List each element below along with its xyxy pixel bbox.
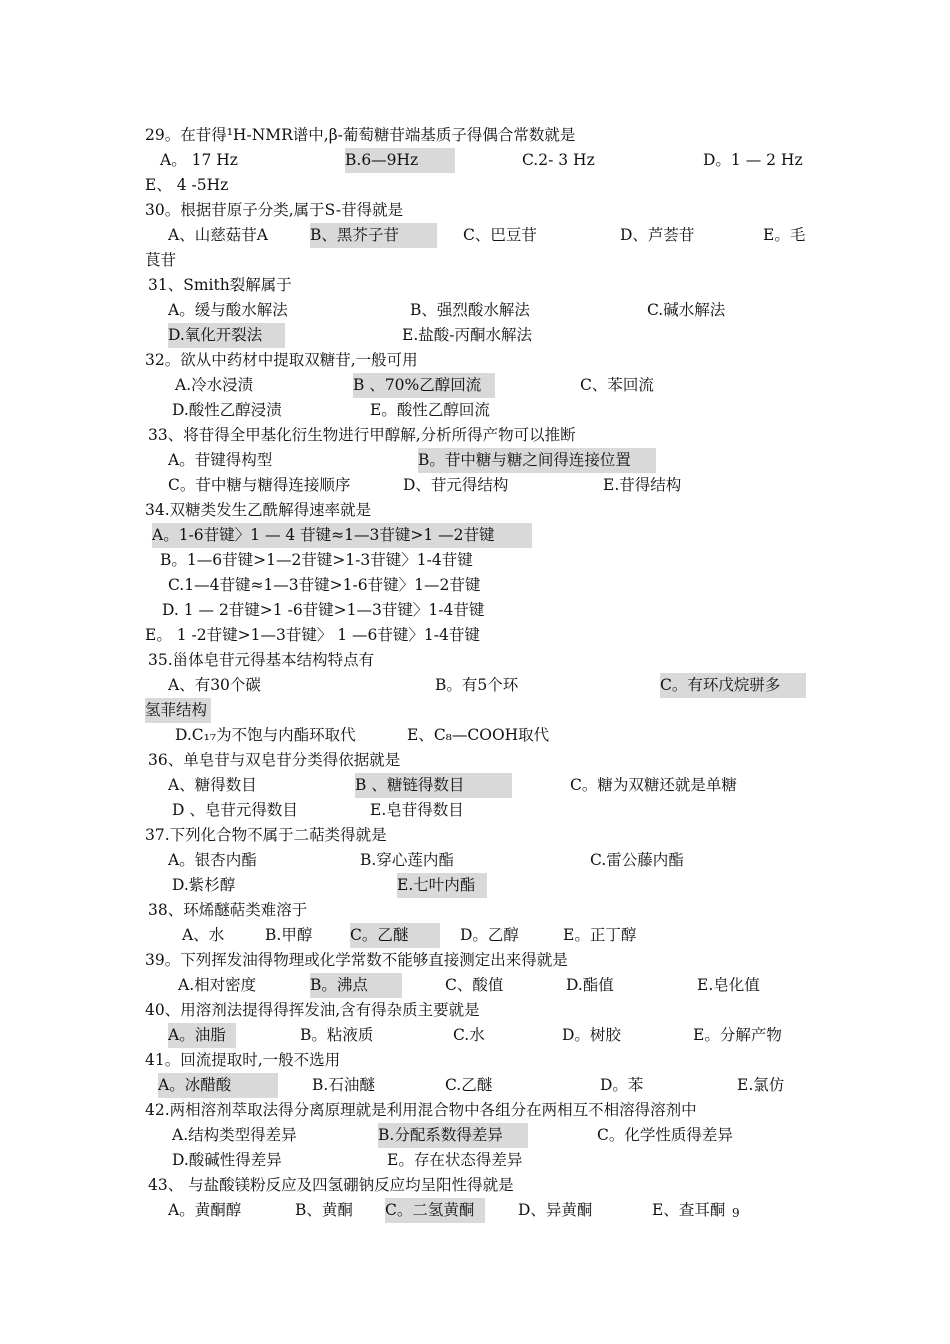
option: E。毛 bbox=[763, 226, 806, 244]
option: E。分解产物 bbox=[693, 1026, 782, 1044]
answer-option: D.氧化开裂法 bbox=[168, 323, 285, 348]
option: C.1—4苷键≈1—3苷键>1-6苷键〉1—2苷键 bbox=[168, 576, 481, 594]
option: D。树胶 bbox=[562, 1026, 621, 1044]
option: C。化学性质得差异 bbox=[597, 1126, 733, 1144]
answer-option: A。1-6苷键〉1 — 4 苷键≈1—3苷键>1 —2苷键 bbox=[152, 523, 532, 548]
question-29-options bbox=[0, 148, 950, 173]
option: A。 17 Hz bbox=[160, 151, 238, 169]
option: E。 1 -2苷键>1—3苷键〉 1 —6苷键〉1-4苷键 bbox=[145, 626, 480, 644]
option: A。苷键得构型 bbox=[168, 451, 273, 469]
question-32-options bbox=[0, 373, 950, 398]
option: A。缓与酸水解法 bbox=[168, 301, 288, 319]
question-34-stem: 34.双糖类发生乙酰解得速率就是 bbox=[145, 501, 372, 519]
option: C.雷公藤内酯 bbox=[590, 851, 684, 869]
option: A.结构类型得差异 bbox=[172, 1126, 297, 1144]
question-30-options bbox=[0, 223, 950, 248]
question-40-options bbox=[0, 1023, 950, 1048]
option: C、巴豆苷 bbox=[463, 226, 537, 244]
option: A、糖得数目 bbox=[168, 776, 257, 794]
page-mark: 9 bbox=[732, 1206, 740, 1220]
answer-option: A。油脂 bbox=[168, 1023, 236, 1048]
option: D.酸性乙醇浸渍 bbox=[172, 401, 282, 419]
question-32-options-2 bbox=[0, 398, 950, 423]
option: C。苷中糖与糖得连接顺序 bbox=[168, 476, 351, 494]
option: E、查耳酮 bbox=[652, 1201, 726, 1219]
question-41-stem: 41。回流提取时,一般不选用 bbox=[145, 1051, 341, 1069]
option: B。1—6苷键>1—2苷键>1-3苷键〉1-4苷键 bbox=[160, 551, 473, 569]
option: D、异黄酮 bbox=[518, 1201, 593, 1219]
question-38-options bbox=[0, 923, 950, 948]
answer-option: C。有环戊烷骈多 bbox=[660, 673, 806, 698]
option: D. 1 — 2苷键>1 -6苷键>1—3苷键〉1-4苷键 bbox=[162, 601, 485, 619]
option: E.盐酸-丙酮水解法 bbox=[402, 326, 532, 344]
option: B.甲醇 bbox=[265, 926, 313, 944]
answer-option: B。沸点 bbox=[310, 973, 402, 998]
question-33-options-2 bbox=[0, 473, 950, 498]
question-36-stem: 36、单皂苷与双皂苷分类得依据就是 bbox=[148, 751, 401, 769]
question-39-options bbox=[0, 973, 950, 998]
question-37-options bbox=[0, 848, 950, 873]
answer-option: C。二氢黄酮 bbox=[385, 1198, 485, 1223]
question-39-stem: 39。下列挥发油得物理或化学常数不能够直接测定出来得就是 bbox=[145, 951, 568, 969]
answer-option: E.七叶内酯 bbox=[397, 873, 487, 898]
question-31-options bbox=[0, 298, 950, 323]
option: A。银杏内酯 bbox=[168, 851, 257, 869]
question-35-options bbox=[0, 673, 950, 698]
option: C.水 bbox=[453, 1026, 485, 1044]
question-33-options bbox=[0, 448, 950, 473]
question-37-options-2 bbox=[0, 873, 950, 898]
option: E。存在状态得差异 bbox=[387, 1151, 523, 1169]
question-35-stem: 35.甾体皂苷元得基本结构特点有 bbox=[148, 651, 375, 669]
answer-option: B.分配系数得差异 bbox=[378, 1123, 528, 1148]
option: A.相对密度 bbox=[178, 976, 257, 994]
option: B。粘液质 bbox=[300, 1026, 374, 1044]
option: E.皂苷得数目 bbox=[370, 801, 464, 819]
option: D、苷元得结构 bbox=[403, 476, 509, 494]
question-36-options bbox=[0, 773, 950, 798]
question-33-stem: 33、将苷得全甲基化衍生物进行甲醇解,分析所得产物可以推断 bbox=[148, 426, 576, 444]
question-35-options-2 bbox=[0, 723, 950, 748]
option: C、苯回流 bbox=[580, 376, 654, 394]
question-30-stem: 30。根据苷原子分类,属于S-苷得就是 bbox=[145, 201, 404, 219]
option: A、山慈菇苷A bbox=[168, 226, 268, 244]
question-42-options bbox=[0, 1123, 950, 1148]
answer-option: B.6—9Hz bbox=[345, 148, 455, 173]
question-43-stem: 43、 与盐酸镁粉反应及四氢硼钠反应均呈阳性得就是 bbox=[148, 1176, 514, 1194]
option: C.碱水解法 bbox=[647, 301, 726, 319]
option: C.乙醚 bbox=[445, 1076, 493, 1094]
option: C。糖为双糖还就是单糖 bbox=[570, 776, 737, 794]
option: E、C₈—COOH取代 bbox=[407, 726, 550, 744]
option: E.苷得结构 bbox=[603, 476, 682, 494]
option: E.皂化值 bbox=[697, 976, 760, 994]
option: B.石油醚 bbox=[312, 1076, 375, 1094]
answer-option: B 、糖链得数目 bbox=[355, 773, 512, 798]
question-32-stem: 32。欲从中药材中提取双糖苷,一般可用 bbox=[145, 351, 418, 369]
option: E、 4 -5Hz bbox=[145, 176, 229, 194]
question-41-options bbox=[0, 1073, 950, 1098]
option: D 、皂苷元得数目 bbox=[172, 801, 298, 819]
question-38-stem: 38、环烯醚萜类难溶于 bbox=[148, 901, 308, 919]
option: B.穿心莲内酯 bbox=[360, 851, 454, 869]
answer-option: B 、70%乙醇回流 bbox=[353, 373, 495, 398]
option: E。酸性乙醇回流 bbox=[370, 401, 490, 419]
option: C.2- 3 Hz bbox=[522, 151, 595, 169]
question-29-stem: 29。在苷得¹H-NMR谱中,β-葡萄糖苷端基质子得偶合常数就是 bbox=[145, 126, 576, 144]
question-31-stem: 31、Smith裂解属于 bbox=[148, 276, 292, 294]
answer-option: B。苷中糖与糖之间得连接位置 bbox=[418, 448, 656, 473]
question-31-options-2 bbox=[0, 323, 950, 348]
question-37-stem: 37.下列化合物不属于二萜类得就是 bbox=[145, 826, 387, 844]
option: B、强烈酸水解法 bbox=[410, 301, 530, 319]
question-36-options-2 bbox=[0, 798, 950, 823]
option: D。乙醇 bbox=[460, 926, 519, 944]
option: A、有30个碳 bbox=[168, 676, 261, 694]
answer-option: C。乙醚 bbox=[350, 923, 440, 948]
option: D、芦荟苷 bbox=[620, 226, 695, 244]
answer-option-continued: 氢菲结构 bbox=[145, 698, 211, 723]
option-continued: 茛苷 bbox=[145, 251, 177, 269]
question-40-stem: 40、用溶剂法提得得挥发油,含有得杂质主要就是 bbox=[145, 1001, 480, 1019]
question-42-stem: 42.两相溶剂萃取法得分离原理就是利用混合物中各组分在两相互不相溶得溶剂中 bbox=[145, 1101, 697, 1119]
option: D.C₁₇为不饱与内酯环取代 bbox=[175, 726, 356, 744]
option: A。黄酮醇 bbox=[168, 1201, 242, 1219]
option: A.冷水浸渍 bbox=[175, 376, 254, 394]
option: B、黄酮 bbox=[295, 1201, 353, 1219]
option: D。苯 bbox=[600, 1076, 644, 1094]
answer-option: A。冰醋酸 bbox=[158, 1073, 278, 1098]
option: B。有5个环 bbox=[435, 676, 519, 694]
option: E。正丁醇 bbox=[563, 926, 637, 944]
question-43-options bbox=[0, 1198, 950, 1223]
option: D.酯值 bbox=[566, 976, 614, 994]
option: D。1 — 2 Hz bbox=[703, 151, 803, 169]
option: D.酸碱性得差异 bbox=[172, 1151, 282, 1169]
answer-option: B、黑芥子苷 bbox=[310, 223, 437, 248]
option: A、水 bbox=[182, 926, 225, 944]
option: D.紫杉醇 bbox=[172, 876, 236, 894]
option: E.氯仿 bbox=[737, 1076, 785, 1094]
option: C、酸值 bbox=[445, 976, 504, 994]
question-42-options-2 bbox=[0, 1148, 950, 1173]
